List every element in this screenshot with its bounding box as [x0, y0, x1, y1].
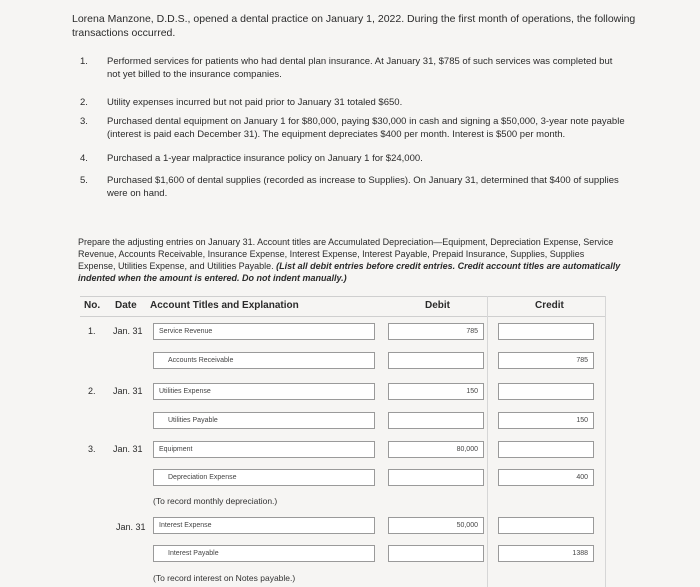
header-date: Date [115, 300, 137, 311]
debit-account-field[interactable]: Equipment [153, 441, 375, 458]
debit-amount-field[interactable] [388, 469, 484, 486]
entry-number: 3. [88, 444, 96, 454]
credit-account-field[interactable]: Utilities Payable [153, 412, 375, 429]
transaction-text: Purchased dental equipment on January 1 for $80,000, paying $30,000 in cash and signing a $50,000, 3-year note payable (interest is paid each December 31). The equipment depreciates $400 per month. Interest is $500 per month. [107, 116, 625, 140]
header-account: Account Titles and Explanation [150, 300, 299, 311]
transaction-number: 5. [80, 175, 88, 186]
credit-amount-field[interactable] [498, 517, 594, 534]
table-top-rule [80, 296, 606, 297]
transaction-number: 1. [80, 56, 88, 67]
table-header-rule [80, 316, 606, 317]
entry-number: 1. [88, 326, 96, 336]
transaction-text: Utility expenses incurred but not paid prior to January 31 totaled $650. [107, 97, 403, 108]
problem-intro: Lorena Manzone, D.D.S., opened a dental practice on January 1, 2022. During the first month of operations, the following transactions occurred. [72, 13, 636, 39]
entry-number: 2. [88, 386, 96, 396]
debit-amount-field[interactable] [388, 412, 484, 429]
entry-date: Jan. 31 [113, 444, 143, 454]
table-right-border [605, 296, 606, 587]
credit-account-field[interactable]: Depreciation Expense [153, 469, 375, 486]
debit-account-field[interactable]: Interest Expense [153, 517, 375, 534]
credit-amount-field[interactable] [498, 441, 594, 458]
transaction-text: Purchased $1,600 of dental supplies (recorded as increase to Supplies). On January 31, determined that $400 of supplies were on hand. [107, 175, 619, 199]
credit-account-field[interactable]: Accounts Receivable [153, 352, 375, 369]
instructions-emphasis: (List all debit entries before credit entries. Credit account titles are automatically indented when the amount is entered. Do not indent manually.) [78, 261, 621, 283]
transaction-text: Performed services for patients who had dental plan insurance. At January 31, $785 of such services was completed but not yet billed to the insurance companies. [107, 56, 613, 80]
debit-credit-divider [487, 296, 488, 587]
header-credit: Credit [535, 300, 564, 311]
transaction-number: 4. [80, 153, 88, 164]
entry-explanation: (To record interest on Notes payable.) [153, 573, 296, 583]
debit-account-field[interactable]: Utilities Expense [153, 383, 375, 400]
debit-amount-field[interactable] [388, 545, 484, 562]
entry-explanation: (To record monthly depreciation.) [153, 496, 278, 506]
instructions-text: Prepare the adjusting entries on January 31. Account titles are Accumulated Depreciation—Equipment, Depreciation Expense, Service Revenue, Accounts Receivable, Insurance Expense, Interest Expense, Interest Payable, Prepaid Insurance, Supplies, Supplies Expense, Utilities Expense, and Utilities Payable. [78, 237, 614, 271]
header-debit: Debit [425, 300, 450, 311]
instructions [78, 236, 623, 284]
transaction-number: 2. [80, 97, 88, 108]
entry-date: Jan. 31 [116, 522, 146, 532]
entry-date: Jan. 31 [113, 326, 143, 336]
credit-amount-field[interactable]: 150 [498, 412, 594, 429]
header-no: No. [84, 300, 101, 311]
credit-amount-field[interactable]: 1388 [498, 545, 594, 562]
debit-amount-field[interactable] [388, 352, 484, 369]
transaction-text: Purchased a 1-year malpractice insurance policy on January 1 for $24,000. [107, 153, 423, 164]
debit-amount-field[interactable]: 50,000 [388, 517, 484, 534]
debit-amount-field[interactable]: 785 [388, 323, 484, 340]
debit-amount-field[interactable]: 80,000 [388, 441, 484, 458]
credit-amount-field[interactable] [498, 323, 594, 340]
entry-date: Jan. 31 [113, 386, 143, 396]
transaction-number: 3. [80, 116, 88, 127]
credit-amount-field[interactable]: 785 [498, 352, 594, 369]
credit-amount-field[interactable]: 400 [498, 469, 594, 486]
debit-amount-field[interactable]: 150 [388, 383, 484, 400]
debit-account-field[interactable]: Service Revenue [153, 323, 375, 340]
credit-account-field[interactable]: Interest Payable [153, 545, 375, 562]
credit-amount-field[interactable] [498, 383, 594, 400]
